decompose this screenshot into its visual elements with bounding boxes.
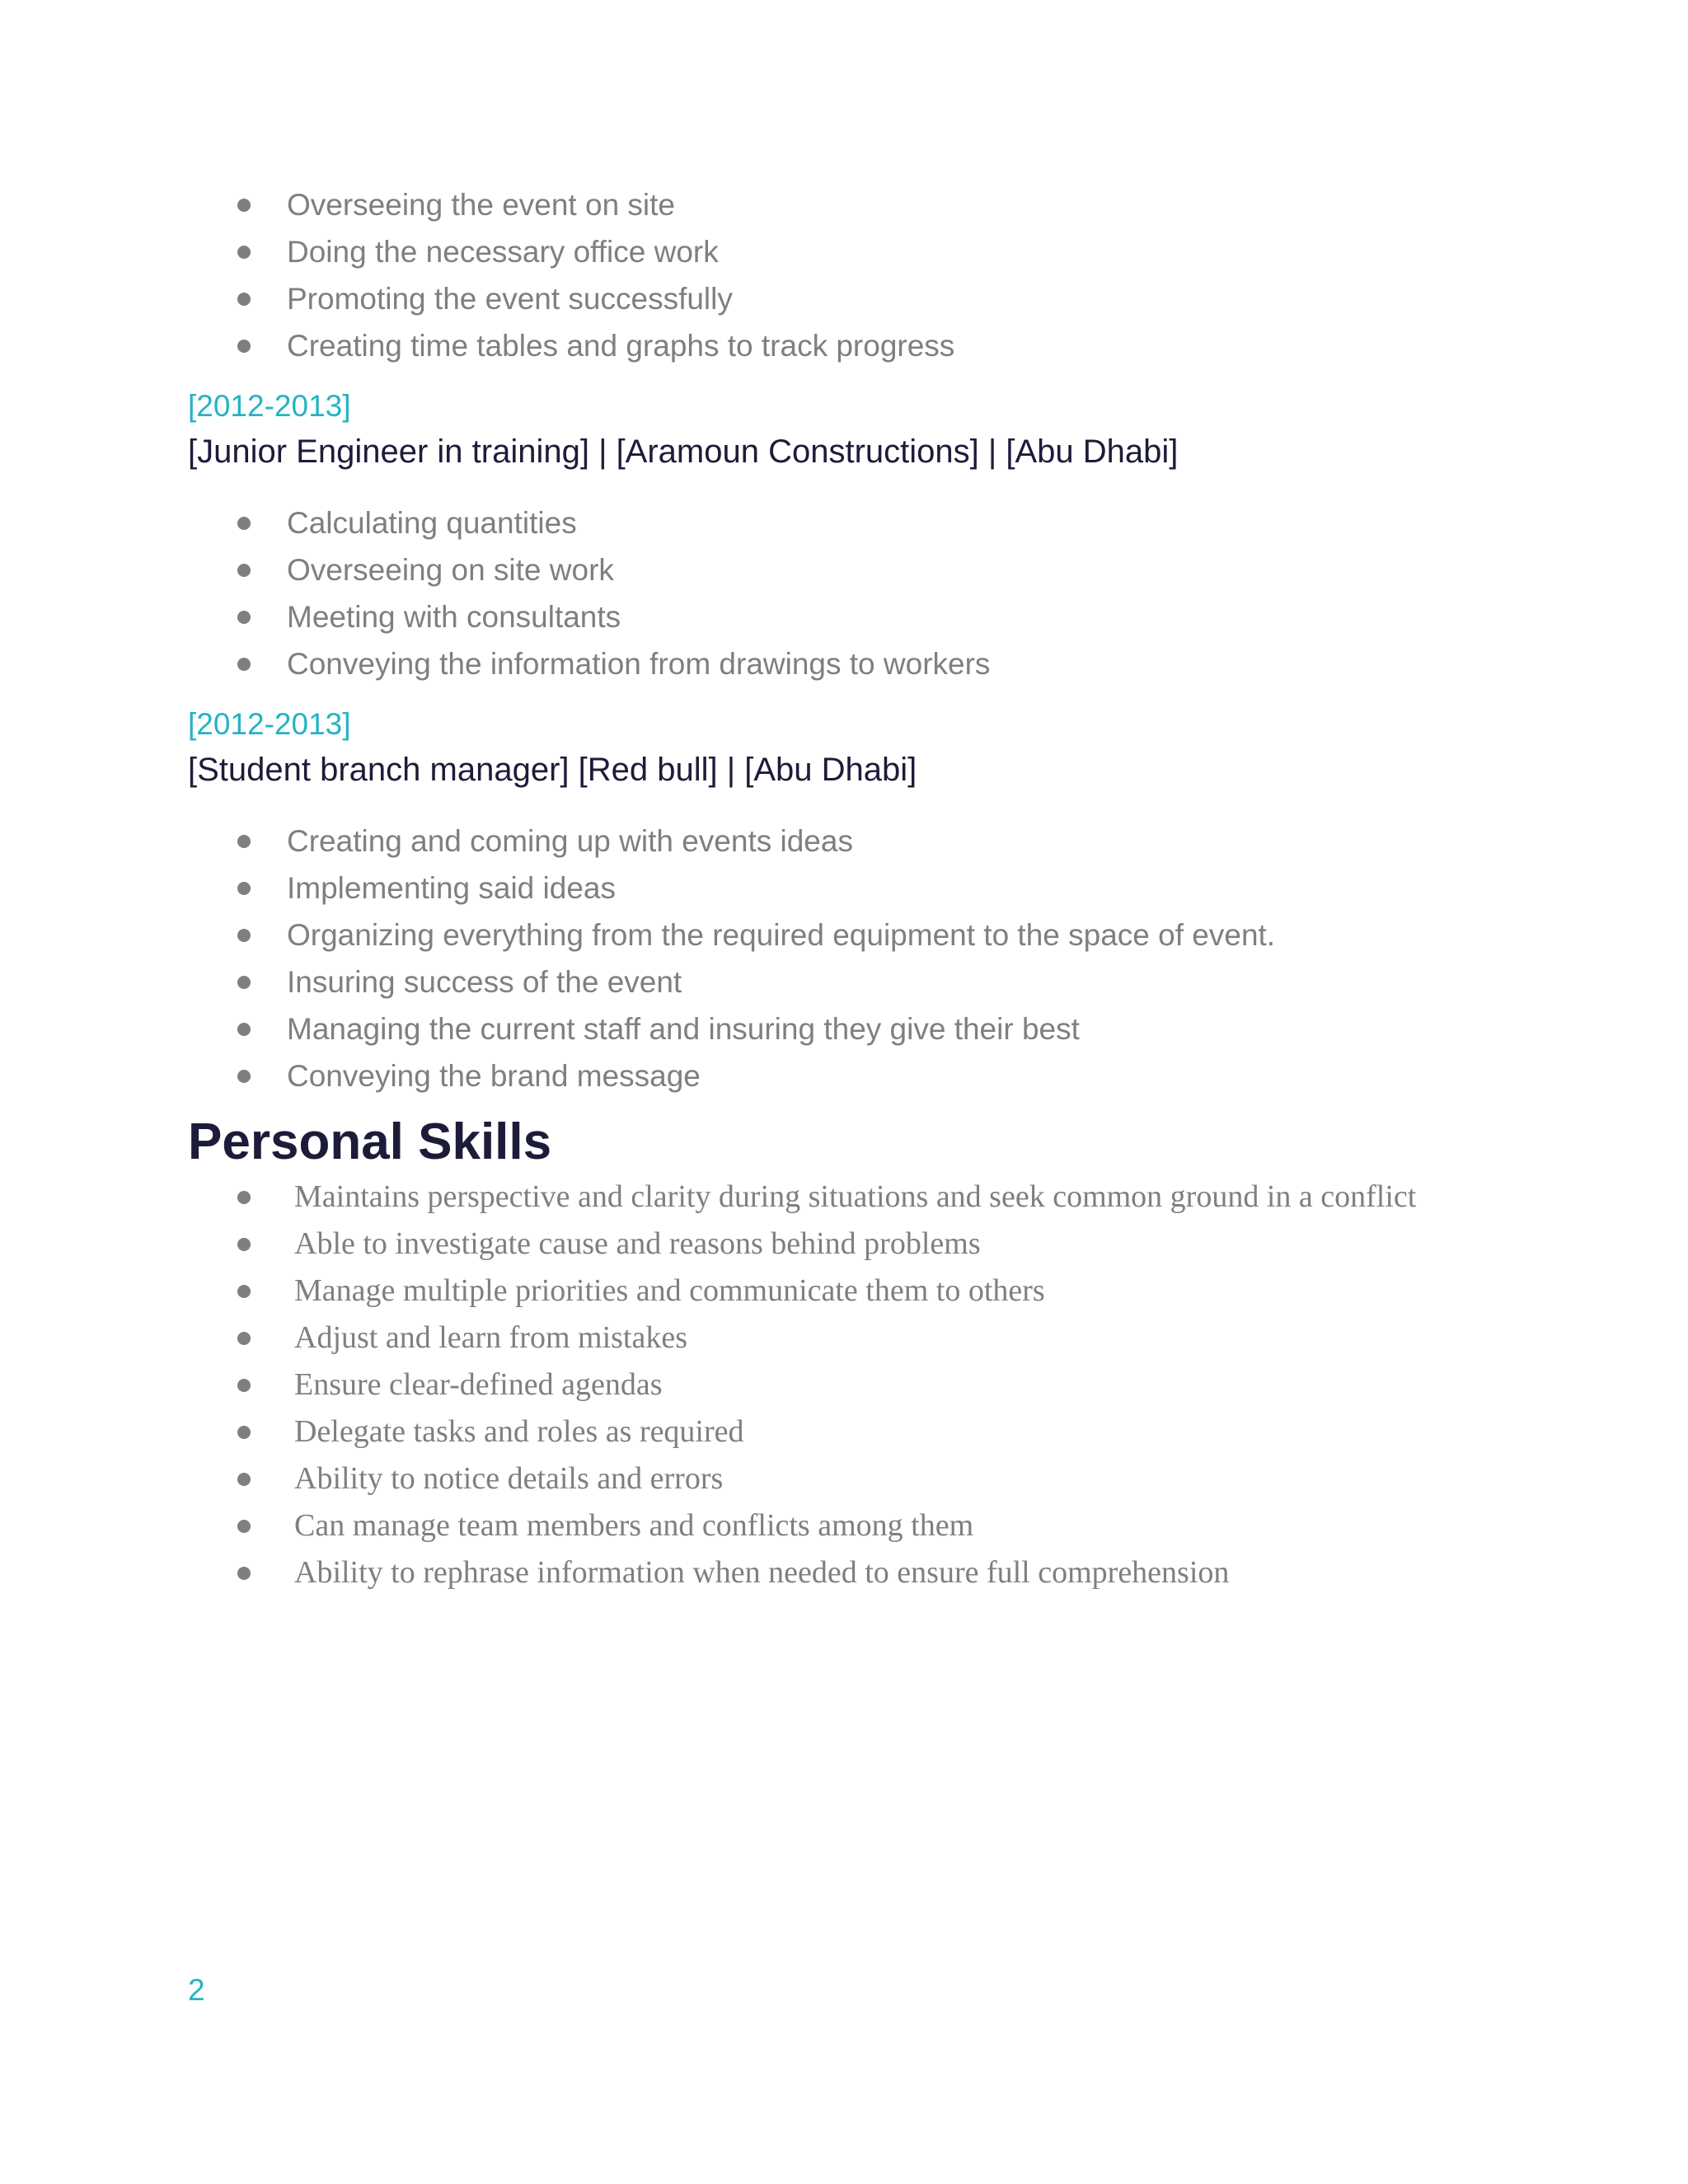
list-item (188, 1502, 1507, 1549)
job-entry (188, 386, 1507, 687)
list-item (188, 912, 1507, 958)
bullet-icon (237, 517, 251, 530)
list-item-text: Calculating quantities (287, 506, 577, 540)
previous-job-duties-list (188, 181, 1507, 369)
list-item-text: Conveying the information from drawings to workers (287, 647, 991, 681)
list-item (188, 1408, 1507, 1455)
list-item (188, 1005, 1507, 1052)
list-item-text: Can manage team members and conflicts among them (294, 1508, 974, 1543)
job-title: [Student branch manager] [Red bull] | [Abu Dhabi] (188, 752, 917, 788)
list-item-text: Ability to rephrase information when needed to ensure full comprehension (294, 1555, 1230, 1590)
list-item (188, 818, 1507, 865)
list-item (188, 593, 1507, 640)
list-item-text: Overseeing on site work (287, 553, 614, 587)
bullet-icon (237, 1070, 251, 1083)
list-item-text: Ability to notice details and errors (294, 1461, 724, 1496)
job-date: [2012-2013] (188, 389, 351, 423)
bullet-icon (237, 1023, 251, 1036)
bullet-icon (237, 658, 251, 671)
list-item-text: Insuring success of the event (287, 965, 682, 999)
bullet-icon (237, 1473, 251, 1486)
bullet-icon (237, 882, 251, 895)
list-item-text: Adjust and learn from mistakes (294, 1320, 688, 1355)
bullet-icon (237, 1332, 251, 1345)
list-item (188, 865, 1507, 912)
list-item (188, 958, 1507, 1005)
bullet-icon (237, 1379, 251, 1392)
list-item (188, 1052, 1507, 1099)
bullet-icon (237, 835, 251, 848)
list-item-text: Maintains perspective and clarity during situations and seek common ground in a conflict (294, 1179, 1417, 1214)
job-duties-list (188, 818, 1507, 1099)
list-item (188, 1174, 1507, 1221)
list-item-text: Ensure clear-defined agendas (294, 1367, 663, 1402)
list-item (188, 1549, 1507, 1596)
personal-skills-list (188, 1174, 1507, 1596)
list-item (188, 1361, 1507, 1408)
list-item (188, 275, 1507, 322)
list-item-text: Organizing everything from the required equipment to the space of event. (287, 918, 1276, 952)
page-number: 2 (188, 1973, 205, 2007)
list-item-text: Manage multiple priorities and communicate them to others (294, 1273, 1045, 1308)
bullet-icon (237, 246, 251, 259)
list-item-text: Delegate tasks and roles as required (294, 1414, 744, 1449)
bullet-icon (237, 929, 251, 942)
bullet-icon (237, 1191, 251, 1204)
bullet-icon (237, 1567, 251, 1580)
bullet-icon (237, 199, 251, 212)
list-item (188, 499, 1507, 546)
list-item (188, 1221, 1507, 1268)
list-item-text: Managing the current staff and insuring they give their best (287, 1012, 1080, 1046)
job-duties-list (188, 499, 1507, 687)
list-item (188, 1315, 1507, 1361)
bullet-icon (237, 611, 251, 624)
list-item-text: Creating and coming up with events ideas (287, 824, 853, 858)
job-title: [Junior Engineer in training] | [Aramoun Constructions] | [Abu Dhabi] (188, 434, 1179, 470)
list-item-text: Promoting the event successfully (287, 282, 733, 316)
bullet-icon (237, 1520, 251, 1533)
list-item-text: Doing the necessary office work (287, 235, 719, 269)
list-item-text: Meeting with consultants (287, 600, 621, 634)
list-item (188, 640, 1507, 687)
job-date: [2012-2013] (188, 707, 351, 741)
list-item-text: Creating time tables and graphs to track progress (287, 329, 955, 363)
bullet-icon (237, 293, 251, 306)
list-item (188, 322, 1507, 369)
job-entry (188, 704, 1507, 1099)
bullet-icon (237, 976, 251, 989)
list-item-text: Conveying the brand message (287, 1059, 701, 1093)
list-item (188, 1455, 1507, 1502)
list-item-text: Overseeing the event on site (287, 188, 676, 222)
list-item (188, 1268, 1507, 1315)
bullet-icon (237, 1238, 251, 1251)
list-item (188, 546, 1507, 593)
bullet-icon (237, 340, 251, 353)
list-item (188, 181, 1507, 228)
section-heading: Personal Skills (188, 1113, 552, 1170)
list-item-text: Implementing said ideas (287, 871, 616, 905)
personal-skills-section (188, 1111, 1507, 1596)
bullet-icon (237, 1285, 251, 1298)
list-item-text: Able to investigate cause and reasons behind problems (294, 1226, 981, 1261)
list-item (188, 228, 1507, 275)
resume-content (188, 181, 1507, 1596)
bullet-icon (237, 1426, 251, 1439)
bullet-icon (237, 564, 251, 577)
